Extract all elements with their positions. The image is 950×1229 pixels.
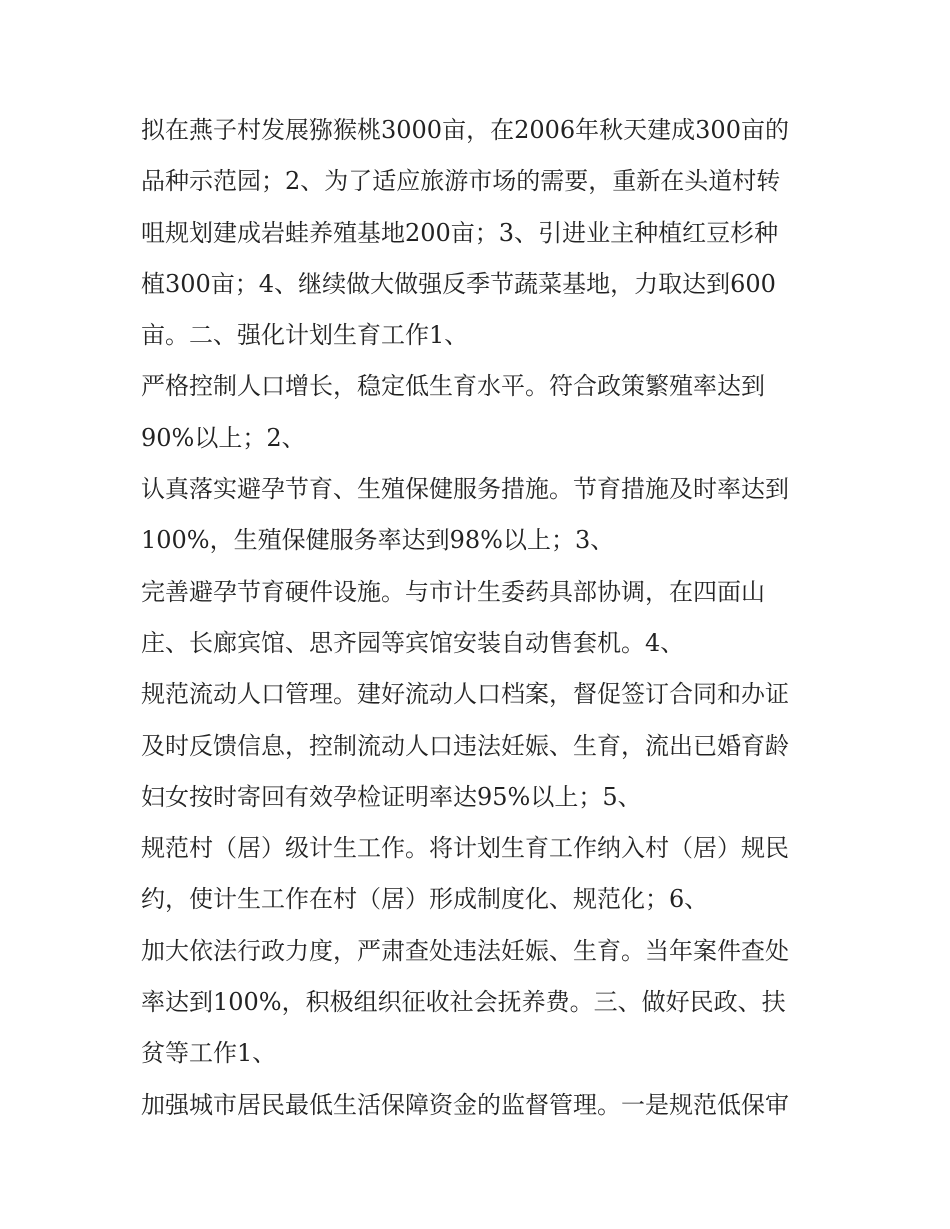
text-line: 亩。二、强化计划生育工作1、 <box>141 321 469 350</box>
text-line: 严格控制人口增长，稳定低生育水平。符合政策繁殖率达到 <box>141 372 765 401</box>
text-line: 完善避孕节育硬件设施。与市计生委药具部协调，在四面山 <box>141 577 765 606</box>
text-line: 庄、长廊宾馆、思齐园等宾馆安装自动售套机。4、 <box>141 628 685 657</box>
text-line: 认真落实避孕节育、生殖保健服务措施。节育措施及时率达到 <box>141 475 789 504</box>
body-text <box>141 108 831 1134</box>
text-line: 咀规划建成岩蛙养殖基地200亩；3、引进业主种植红豆杉种 <box>141 218 779 247</box>
text-line: 规范流动人口管理。建好流动人口档案，督促签订合同和办证 <box>141 680 789 709</box>
text-line: 及时反馈信息，控制流动人口违法妊娠、生育，流出已婚育龄 <box>141 731 789 760</box>
text-line: 妇女按时寄回有效孕检证明率达95%以上；5、 <box>141 782 642 811</box>
text-line: 100%，生殖保健服务率达到98%以上；3、 <box>141 526 615 555</box>
text-line: 贫等工作1、 <box>141 1039 277 1068</box>
text-line: 品种示范园；2、为了适应旅游市场的需要，重新在头道村转 <box>141 167 781 196</box>
text-line: 植300亩；4、继续做大做强反季节蔬菜基地，力取达到600 <box>141 269 776 298</box>
text-line: 加大依法行政力度，严肃查处违法妊娠、生育。当年案件查处 <box>141 936 789 965</box>
text-line: 规范村（居）级计生工作。将计划生育工作纳入村（居）规民 <box>141 834 789 863</box>
text-line: 拟在燕子村发展猕猴桃3000亩，在2006年秋天建成300亩的 <box>141 116 789 144</box>
text-line: 90%以上；2、 <box>141 423 306 452</box>
text-line: 约，使计生工作在村（居）形成制度化、规范化；6、 <box>141 885 709 914</box>
text-line: 加强城市居民最低生活保障资金的监督管理。一是规范低保审 <box>141 1090 789 1119</box>
text-line: 率达到100%，积极组织征收社会抚养费。三、做好民政、扶 <box>141 988 786 1017</box>
